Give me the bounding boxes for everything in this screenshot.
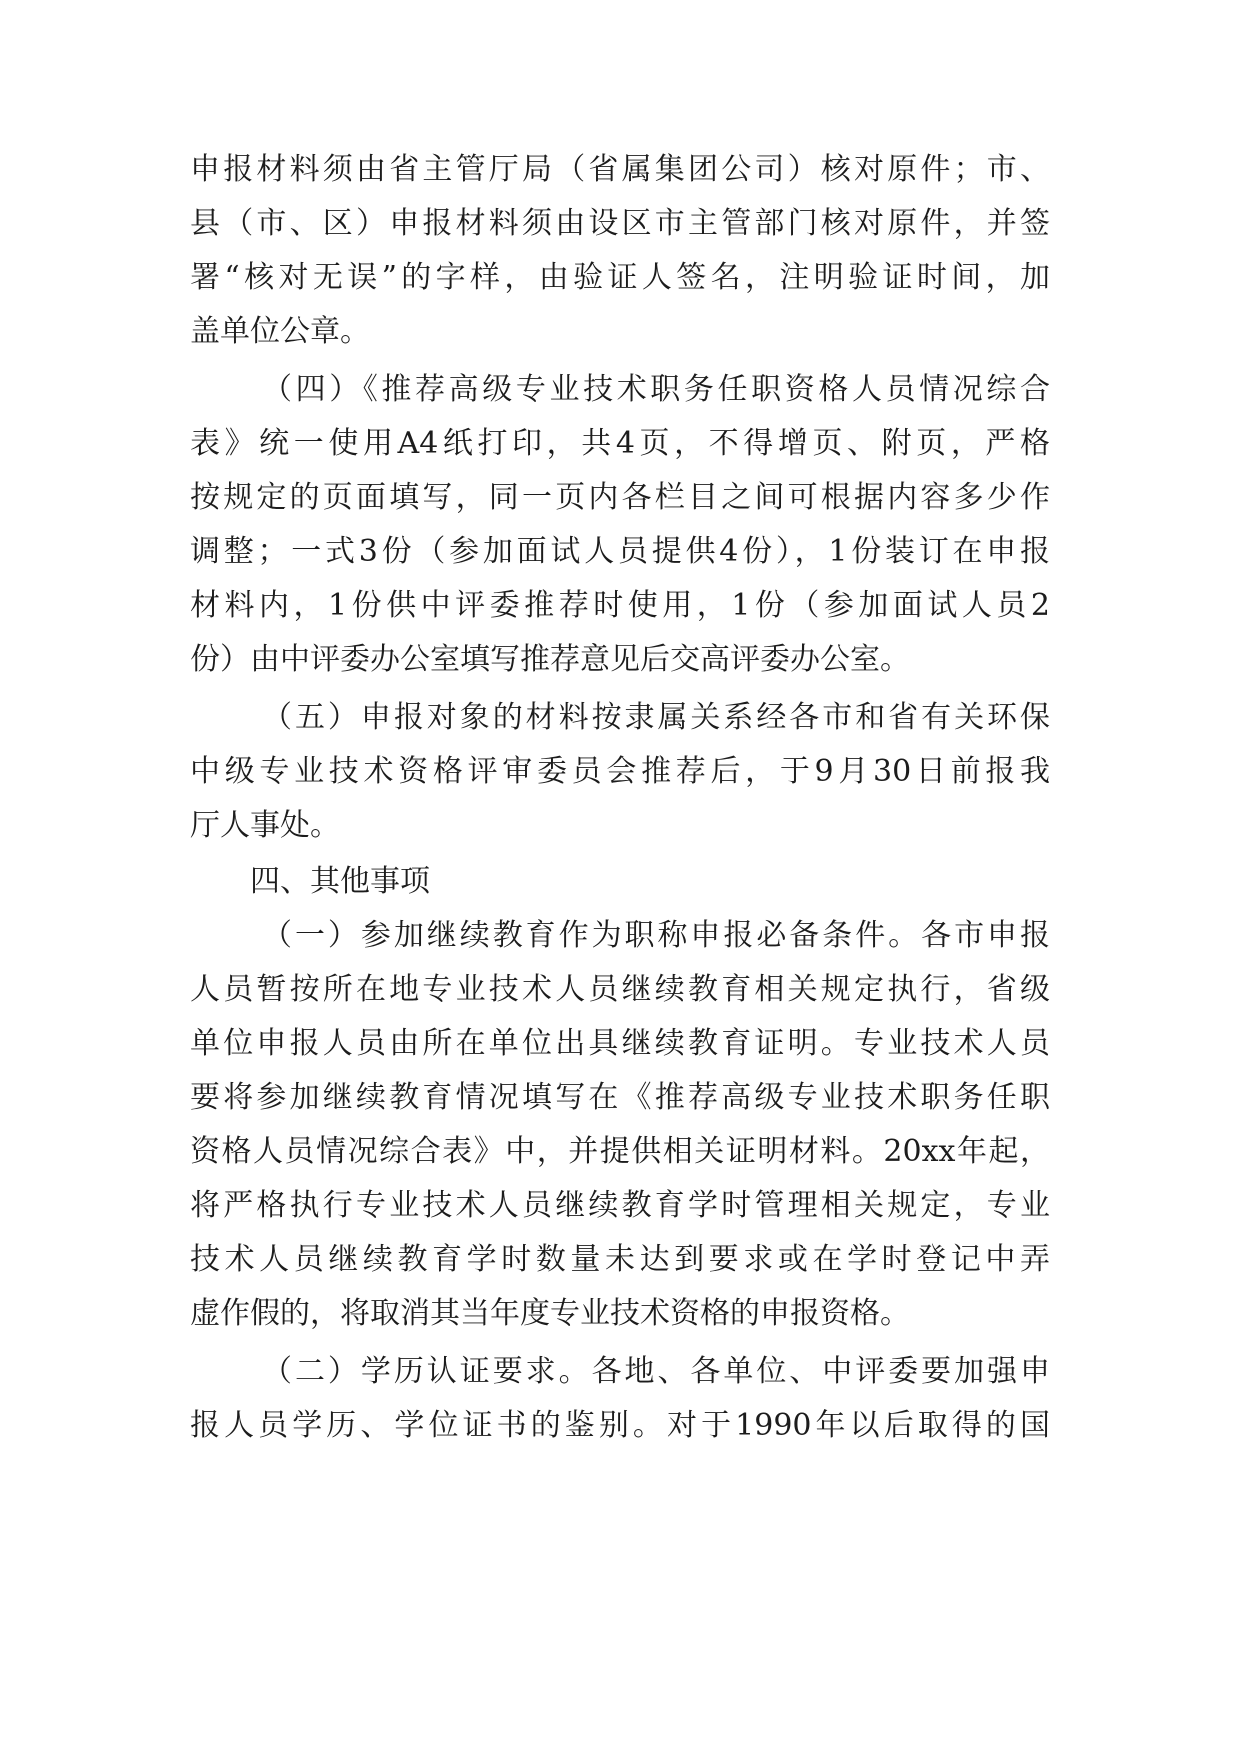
text-line: （四）《推荐高级专业技术职务任职资格人员情况综合: [262, 372, 1050, 407]
text-line: 虚作假的，将取消其当年度专业技术资格的申报资格。: [190, 1296, 910, 1331]
text-line: 要将参加继续教育情况填写在《推荐高级专业技术职务任职: [190, 1080, 1050, 1115]
text-line: 份）由中评委办公室填写推荐意见后交高评委办公室。: [190, 642, 910, 677]
text-line: 材料内，1份供中评委推荐时使用，1份（参加面试人员2: [190, 588, 1050, 623]
text-line: （五）申报对象的材料按隶属关系经各市和省有关环保: [262, 700, 1050, 735]
text-line: （一）参加继续教育作为职称申报必备条件。各市申报: [262, 918, 1050, 953]
text-line: 报人员学历、学位证书的鉴别。对于1990年以后取得的国: [190, 1408, 1050, 1443]
text-line: 县（市、区）申报材料须由设区市主管部门核对原件，并签: [190, 206, 1050, 241]
text-line: 人员暂按所在地专业技术人员继续教育相关规定执行，省级: [190, 972, 1050, 1007]
text-line: 厅人事处。: [190, 808, 340, 843]
text-line: 表》统一使用A4纸打印，共4页，不得增页、附页，严格: [190, 426, 1050, 461]
text-line: 署“核对无误”的字样，由验证人签名，注明验证时间，加: [190, 260, 1050, 295]
text-line: 将严格执行专业技术人员继续教育学时管理相关规定，专业: [190, 1188, 1050, 1223]
text-line: 调整；一式3份（参加面试人员提供4份），1份装订在申报: [190, 534, 1050, 569]
text-line: 资格人员情况综合表》中，并提供相关证明材料。20xx年起，: [190, 1134, 1050, 1169]
text-line: 盖单位公章。: [190, 314, 370, 349]
text-line: 按规定的页面填写，同一页内各栏目之间可根据内容多少作: [190, 480, 1050, 515]
text-line: 单位申报人员由所在单位出具继续教育证明。专业技术人员: [190, 1026, 1050, 1061]
text-line: 技术人员继续教育学时数量未达到要求或在学时登记中弄: [190, 1242, 1050, 1277]
text-line: 申报材料须由省主管厅局（省属集团公司）核对原件；市、: [190, 152, 1050, 187]
text-line: 中级专业技术资格评审委员会推荐后，于9月30日前报我: [190, 754, 1050, 789]
text-line: （二）学历认证要求。各地、各单位、中评委要加强申: [262, 1354, 1050, 1389]
section-heading: 四、其他事项: [250, 864, 430, 899]
